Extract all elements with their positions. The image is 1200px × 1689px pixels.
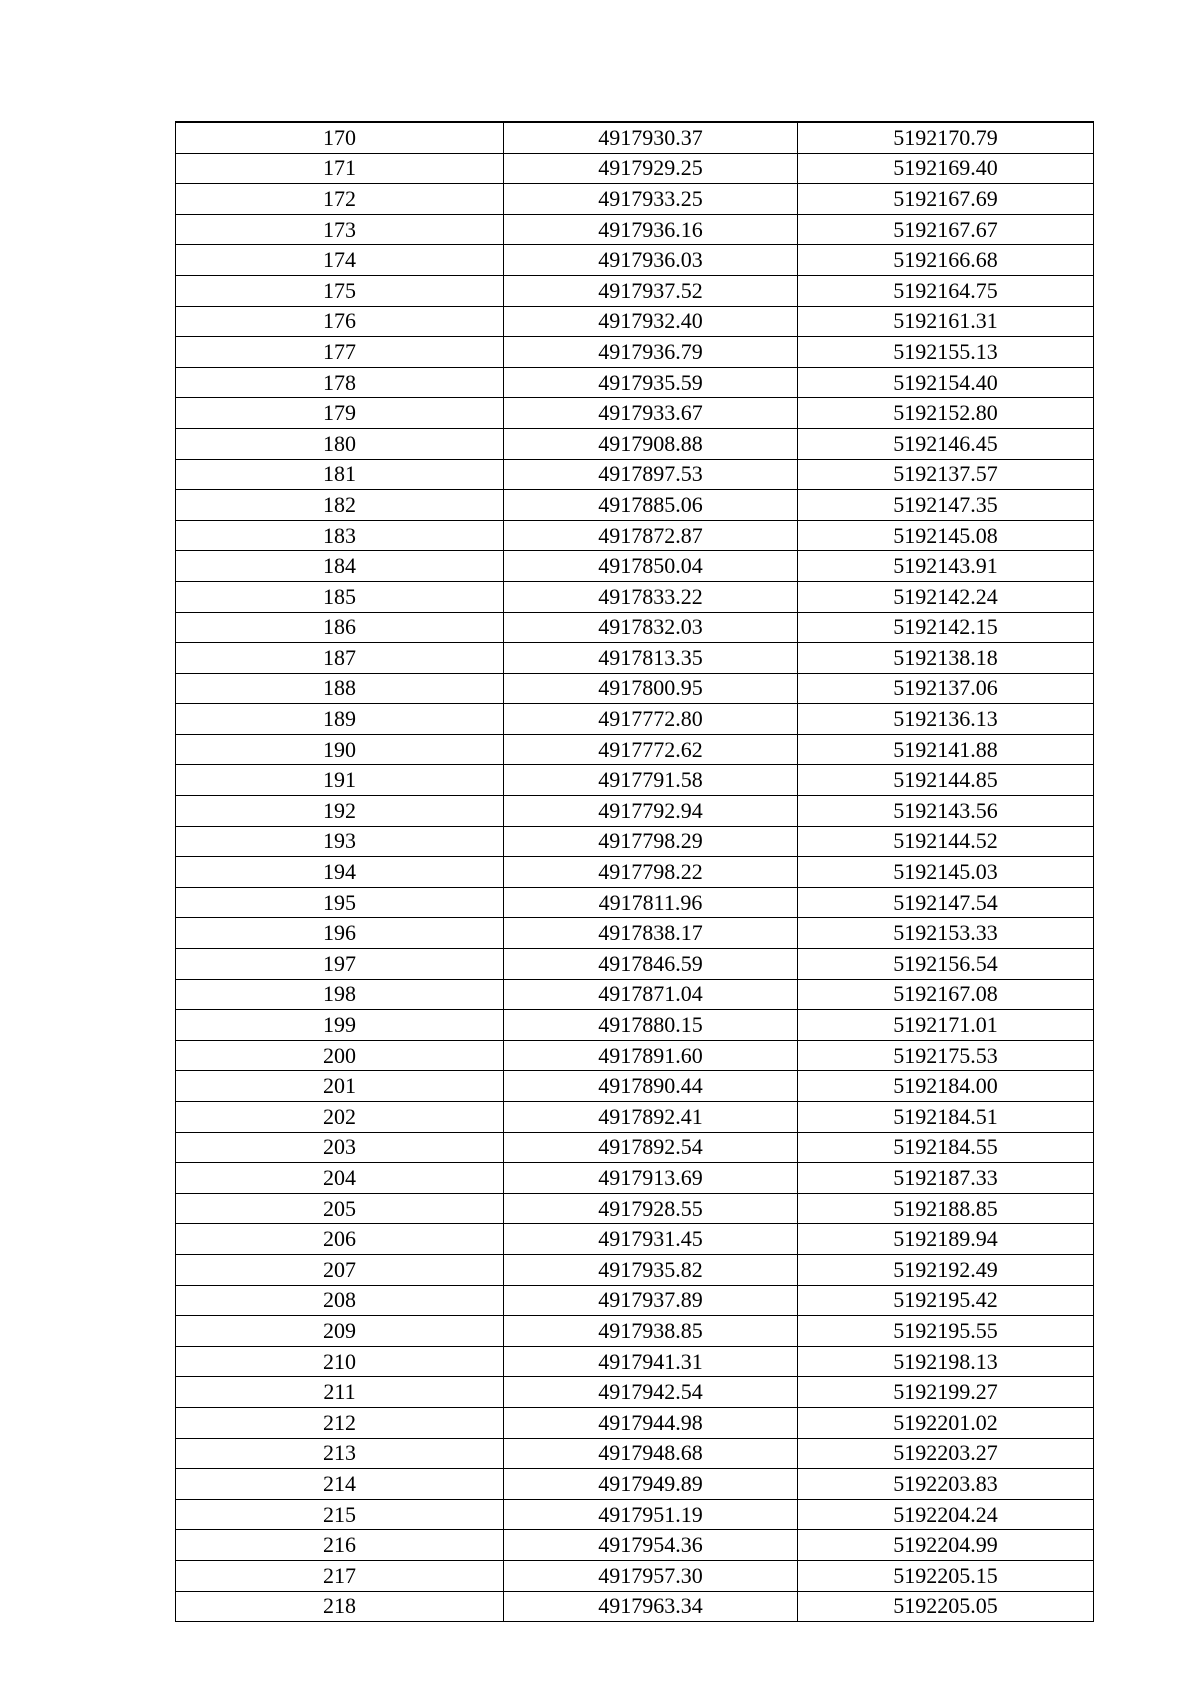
point-number-cell: 200	[176, 1040, 504, 1071]
point-number-cell: 199	[176, 1010, 504, 1041]
x-coordinate-cell: 4917933.25	[504, 184, 798, 215]
y-coordinate-cell: 5192146.45	[798, 428, 1094, 459]
point-number-cell: 196	[176, 918, 504, 949]
point-number-cell: 210	[176, 1346, 504, 1377]
table-row	[176, 673, 1094, 704]
y-coordinate-cell: 5192199.27	[798, 1377, 1094, 1408]
y-coordinate-cell: 5192201.02	[798, 1407, 1094, 1438]
x-coordinate-cell: 4917963.34	[504, 1591, 798, 1622]
table-row	[176, 337, 1094, 368]
y-coordinate-cell: 5192136.13	[798, 704, 1094, 735]
table-row	[176, 1193, 1094, 1224]
point-number-cell: 201	[176, 1071, 504, 1102]
table-row	[176, 1530, 1094, 1561]
y-coordinate-cell: 5192147.35	[798, 490, 1094, 521]
table-row	[176, 857, 1094, 888]
table-row	[176, 1132, 1094, 1163]
point-number-cell: 212	[176, 1407, 504, 1438]
y-coordinate-cell: 5192154.40	[798, 367, 1094, 398]
table-row	[176, 184, 1094, 215]
point-number-cell: 214	[176, 1469, 504, 1500]
table-row	[176, 1469, 1094, 1500]
y-coordinate-cell: 5192184.55	[798, 1132, 1094, 1163]
x-coordinate-cell: 4917892.41	[504, 1102, 798, 1133]
point-number-cell: 187	[176, 643, 504, 674]
point-number-cell: 208	[176, 1285, 504, 1316]
point-number-cell: 213	[176, 1438, 504, 1469]
x-coordinate-cell: 4917791.58	[504, 765, 798, 796]
x-coordinate-cell: 4917892.54	[504, 1132, 798, 1163]
point-number-cell: 209	[176, 1316, 504, 1347]
y-coordinate-cell: 5192204.99	[798, 1530, 1094, 1561]
table-row	[176, 1499, 1094, 1530]
table-row	[176, 1560, 1094, 1591]
y-coordinate-cell: 5192184.51	[798, 1102, 1094, 1133]
point-number-cell: 195	[176, 887, 504, 918]
point-number-cell: 205	[176, 1193, 504, 1224]
table-row	[176, 887, 1094, 918]
table-row	[176, 643, 1094, 674]
y-coordinate-cell: 5192144.85	[798, 765, 1094, 796]
point-number-cell: 170	[176, 122, 504, 153]
y-coordinate-cell: 5192164.75	[798, 275, 1094, 306]
table-row	[176, 1285, 1094, 1316]
table-row	[176, 796, 1094, 827]
x-coordinate-cell: 4917954.36	[504, 1530, 798, 1561]
x-coordinate-cell: 4917832.03	[504, 612, 798, 643]
table-row	[176, 734, 1094, 765]
point-number-cell: 211	[176, 1377, 504, 1408]
table-row	[176, 1040, 1094, 1071]
table-row	[176, 122, 1094, 153]
coordinates-table-container	[175, 121, 1093, 1622]
table-row	[176, 306, 1094, 337]
table-row	[176, 1071, 1094, 1102]
point-number-cell: 177	[176, 337, 504, 368]
x-coordinate-cell: 4917951.19	[504, 1499, 798, 1530]
y-coordinate-cell: 5192143.56	[798, 796, 1094, 827]
y-coordinate-cell: 5192167.67	[798, 214, 1094, 245]
y-coordinate-cell: 5192141.88	[798, 734, 1094, 765]
table-row	[176, 1407, 1094, 1438]
x-coordinate-cell: 4917957.30	[504, 1560, 798, 1591]
y-coordinate-cell: 5192167.08	[798, 979, 1094, 1010]
x-coordinate-cell: 4917880.15	[504, 1010, 798, 1041]
y-coordinate-cell: 5192142.24	[798, 581, 1094, 612]
y-coordinate-cell: 5192188.85	[798, 1193, 1094, 1224]
y-coordinate-cell: 5192145.03	[798, 857, 1094, 888]
point-number-cell: 197	[176, 949, 504, 980]
x-coordinate-cell: 4917942.54	[504, 1377, 798, 1408]
x-coordinate-cell: 4917948.68	[504, 1438, 798, 1469]
y-coordinate-cell: 5192195.42	[798, 1285, 1094, 1316]
table-row	[176, 245, 1094, 276]
x-coordinate-cell: 4917928.55	[504, 1193, 798, 1224]
point-number-cell: 218	[176, 1591, 504, 1622]
x-coordinate-cell: 4917813.35	[504, 643, 798, 674]
table-row	[176, 153, 1094, 184]
table-row	[176, 918, 1094, 949]
x-coordinate-cell: 4917908.88	[504, 428, 798, 459]
x-coordinate-cell: 4917871.04	[504, 979, 798, 1010]
point-number-cell: 191	[176, 765, 504, 796]
x-coordinate-cell: 4917941.31	[504, 1346, 798, 1377]
table-row	[176, 214, 1094, 245]
point-number-cell: 174	[176, 245, 504, 276]
point-number-cell: 203	[176, 1132, 504, 1163]
table-row	[176, 1163, 1094, 1194]
point-number-cell: 185	[176, 581, 504, 612]
table-row	[176, 428, 1094, 459]
x-coordinate-cell: 4917936.03	[504, 245, 798, 276]
y-coordinate-cell: 5192205.15	[798, 1560, 1094, 1591]
point-number-cell: 188	[176, 673, 504, 704]
y-coordinate-cell: 5192189.94	[798, 1224, 1094, 1255]
point-number-cell: 184	[176, 551, 504, 582]
x-coordinate-cell: 4917885.06	[504, 490, 798, 521]
table-row	[176, 1591, 1094, 1622]
point-number-cell: 180	[176, 428, 504, 459]
table-row	[176, 1254, 1094, 1285]
y-coordinate-cell: 5192142.15	[798, 612, 1094, 643]
x-coordinate-cell: 4917792.94	[504, 796, 798, 827]
point-number-cell: 171	[176, 153, 504, 184]
x-coordinate-cell: 4917833.22	[504, 581, 798, 612]
table-row	[176, 1346, 1094, 1377]
table-row	[176, 765, 1094, 796]
point-number-cell: 198	[176, 979, 504, 1010]
point-number-cell: 182	[176, 490, 504, 521]
coordinates-table-body	[176, 122, 1094, 1622]
point-number-cell: 194	[176, 857, 504, 888]
y-coordinate-cell: 5192192.49	[798, 1254, 1094, 1285]
coordinates-table	[175, 121, 1094, 1622]
x-coordinate-cell: 4917772.62	[504, 734, 798, 765]
y-coordinate-cell: 5192145.08	[798, 520, 1094, 551]
x-coordinate-cell: 4917929.25	[504, 153, 798, 184]
y-coordinate-cell: 5192195.55	[798, 1316, 1094, 1347]
point-number-cell: 217	[176, 1560, 504, 1591]
x-coordinate-cell: 4917938.85	[504, 1316, 798, 1347]
y-coordinate-cell: 5192153.33	[798, 918, 1094, 949]
x-coordinate-cell: 4917930.37	[504, 122, 798, 153]
table-row	[176, 704, 1094, 735]
table-row	[176, 612, 1094, 643]
point-number-cell: 183	[176, 520, 504, 551]
point-number-cell: 181	[176, 459, 504, 490]
y-coordinate-cell: 5192143.91	[798, 551, 1094, 582]
x-coordinate-cell: 4917846.59	[504, 949, 798, 980]
x-coordinate-cell: 4917935.59	[504, 367, 798, 398]
table-row	[176, 1010, 1094, 1041]
y-coordinate-cell: 5192161.31	[798, 306, 1094, 337]
x-coordinate-cell: 4917936.79	[504, 337, 798, 368]
point-number-cell: 172	[176, 184, 504, 215]
table-row	[176, 1224, 1094, 1255]
x-coordinate-cell: 4917935.82	[504, 1254, 798, 1285]
table-row	[176, 551, 1094, 582]
point-number-cell: 207	[176, 1254, 504, 1285]
y-coordinate-cell: 5192203.83	[798, 1469, 1094, 1500]
x-coordinate-cell: 4917936.16	[504, 214, 798, 245]
x-coordinate-cell: 4917932.40	[504, 306, 798, 337]
table-row	[176, 367, 1094, 398]
point-number-cell: 202	[176, 1102, 504, 1133]
y-coordinate-cell: 5192138.18	[798, 643, 1094, 674]
point-number-cell: 173	[176, 214, 504, 245]
y-coordinate-cell: 5192152.80	[798, 398, 1094, 429]
x-coordinate-cell: 4917838.17	[504, 918, 798, 949]
y-coordinate-cell: 5192169.40	[798, 153, 1094, 184]
x-coordinate-cell: 4917772.80	[504, 704, 798, 735]
point-number-cell: 178	[176, 367, 504, 398]
table-row	[176, 979, 1094, 1010]
y-coordinate-cell: 5192156.54	[798, 949, 1094, 980]
point-number-cell: 192	[176, 796, 504, 827]
x-coordinate-cell: 4917897.53	[504, 459, 798, 490]
table-row	[176, 1316, 1094, 1347]
x-coordinate-cell: 4917811.96	[504, 887, 798, 918]
y-coordinate-cell: 5192170.79	[798, 122, 1094, 153]
table-row	[176, 459, 1094, 490]
x-coordinate-cell: 4917931.45	[504, 1224, 798, 1255]
point-number-cell: 179	[176, 398, 504, 429]
x-coordinate-cell: 4917937.52	[504, 275, 798, 306]
x-coordinate-cell: 4917944.98	[504, 1407, 798, 1438]
x-coordinate-cell: 4917890.44	[504, 1071, 798, 1102]
y-coordinate-cell: 5192144.52	[798, 826, 1094, 857]
table-row	[176, 1438, 1094, 1469]
x-coordinate-cell: 4917933.67	[504, 398, 798, 429]
point-number-cell: 176	[176, 306, 504, 337]
x-coordinate-cell: 4917891.60	[504, 1040, 798, 1071]
point-number-cell: 193	[176, 826, 504, 857]
table-row	[176, 520, 1094, 551]
y-coordinate-cell: 5192205.05	[798, 1591, 1094, 1622]
x-coordinate-cell: 4917850.04	[504, 551, 798, 582]
y-coordinate-cell: 5192137.06	[798, 673, 1094, 704]
table-row	[176, 275, 1094, 306]
x-coordinate-cell: 4917800.95	[504, 673, 798, 704]
table-row	[176, 949, 1094, 980]
table-row	[176, 1377, 1094, 1408]
table-row	[176, 581, 1094, 612]
x-coordinate-cell: 4917949.89	[504, 1469, 798, 1500]
point-number-cell: 175	[176, 275, 504, 306]
y-coordinate-cell: 5192166.68	[798, 245, 1094, 276]
table-row	[176, 826, 1094, 857]
table-row	[176, 1102, 1094, 1133]
y-coordinate-cell: 5192171.01	[798, 1010, 1094, 1041]
point-number-cell: 189	[176, 704, 504, 735]
y-coordinate-cell: 5192203.27	[798, 1438, 1094, 1469]
y-coordinate-cell: 5192184.00	[798, 1071, 1094, 1102]
y-coordinate-cell: 5192137.57	[798, 459, 1094, 490]
y-coordinate-cell: 5192155.13	[798, 337, 1094, 368]
y-coordinate-cell: 5192147.54	[798, 887, 1094, 918]
x-coordinate-cell: 4917798.29	[504, 826, 798, 857]
y-coordinate-cell: 5192204.24	[798, 1499, 1094, 1530]
x-coordinate-cell: 4917937.89	[504, 1285, 798, 1316]
point-number-cell: 206	[176, 1224, 504, 1255]
x-coordinate-cell: 4917913.69	[504, 1163, 798, 1194]
table-row	[176, 490, 1094, 521]
y-coordinate-cell: 5192187.33	[798, 1163, 1094, 1194]
y-coordinate-cell: 5192167.69	[798, 184, 1094, 215]
x-coordinate-cell: 4917872.87	[504, 520, 798, 551]
y-coordinate-cell: 5192175.53	[798, 1040, 1094, 1071]
point-number-cell: 190	[176, 734, 504, 765]
point-number-cell: 186	[176, 612, 504, 643]
table-row	[176, 398, 1094, 429]
y-coordinate-cell: 5192198.13	[798, 1346, 1094, 1377]
x-coordinate-cell: 4917798.22	[504, 857, 798, 888]
point-number-cell: 215	[176, 1499, 504, 1530]
point-number-cell: 216	[176, 1530, 504, 1561]
point-number-cell: 204	[176, 1163, 504, 1194]
